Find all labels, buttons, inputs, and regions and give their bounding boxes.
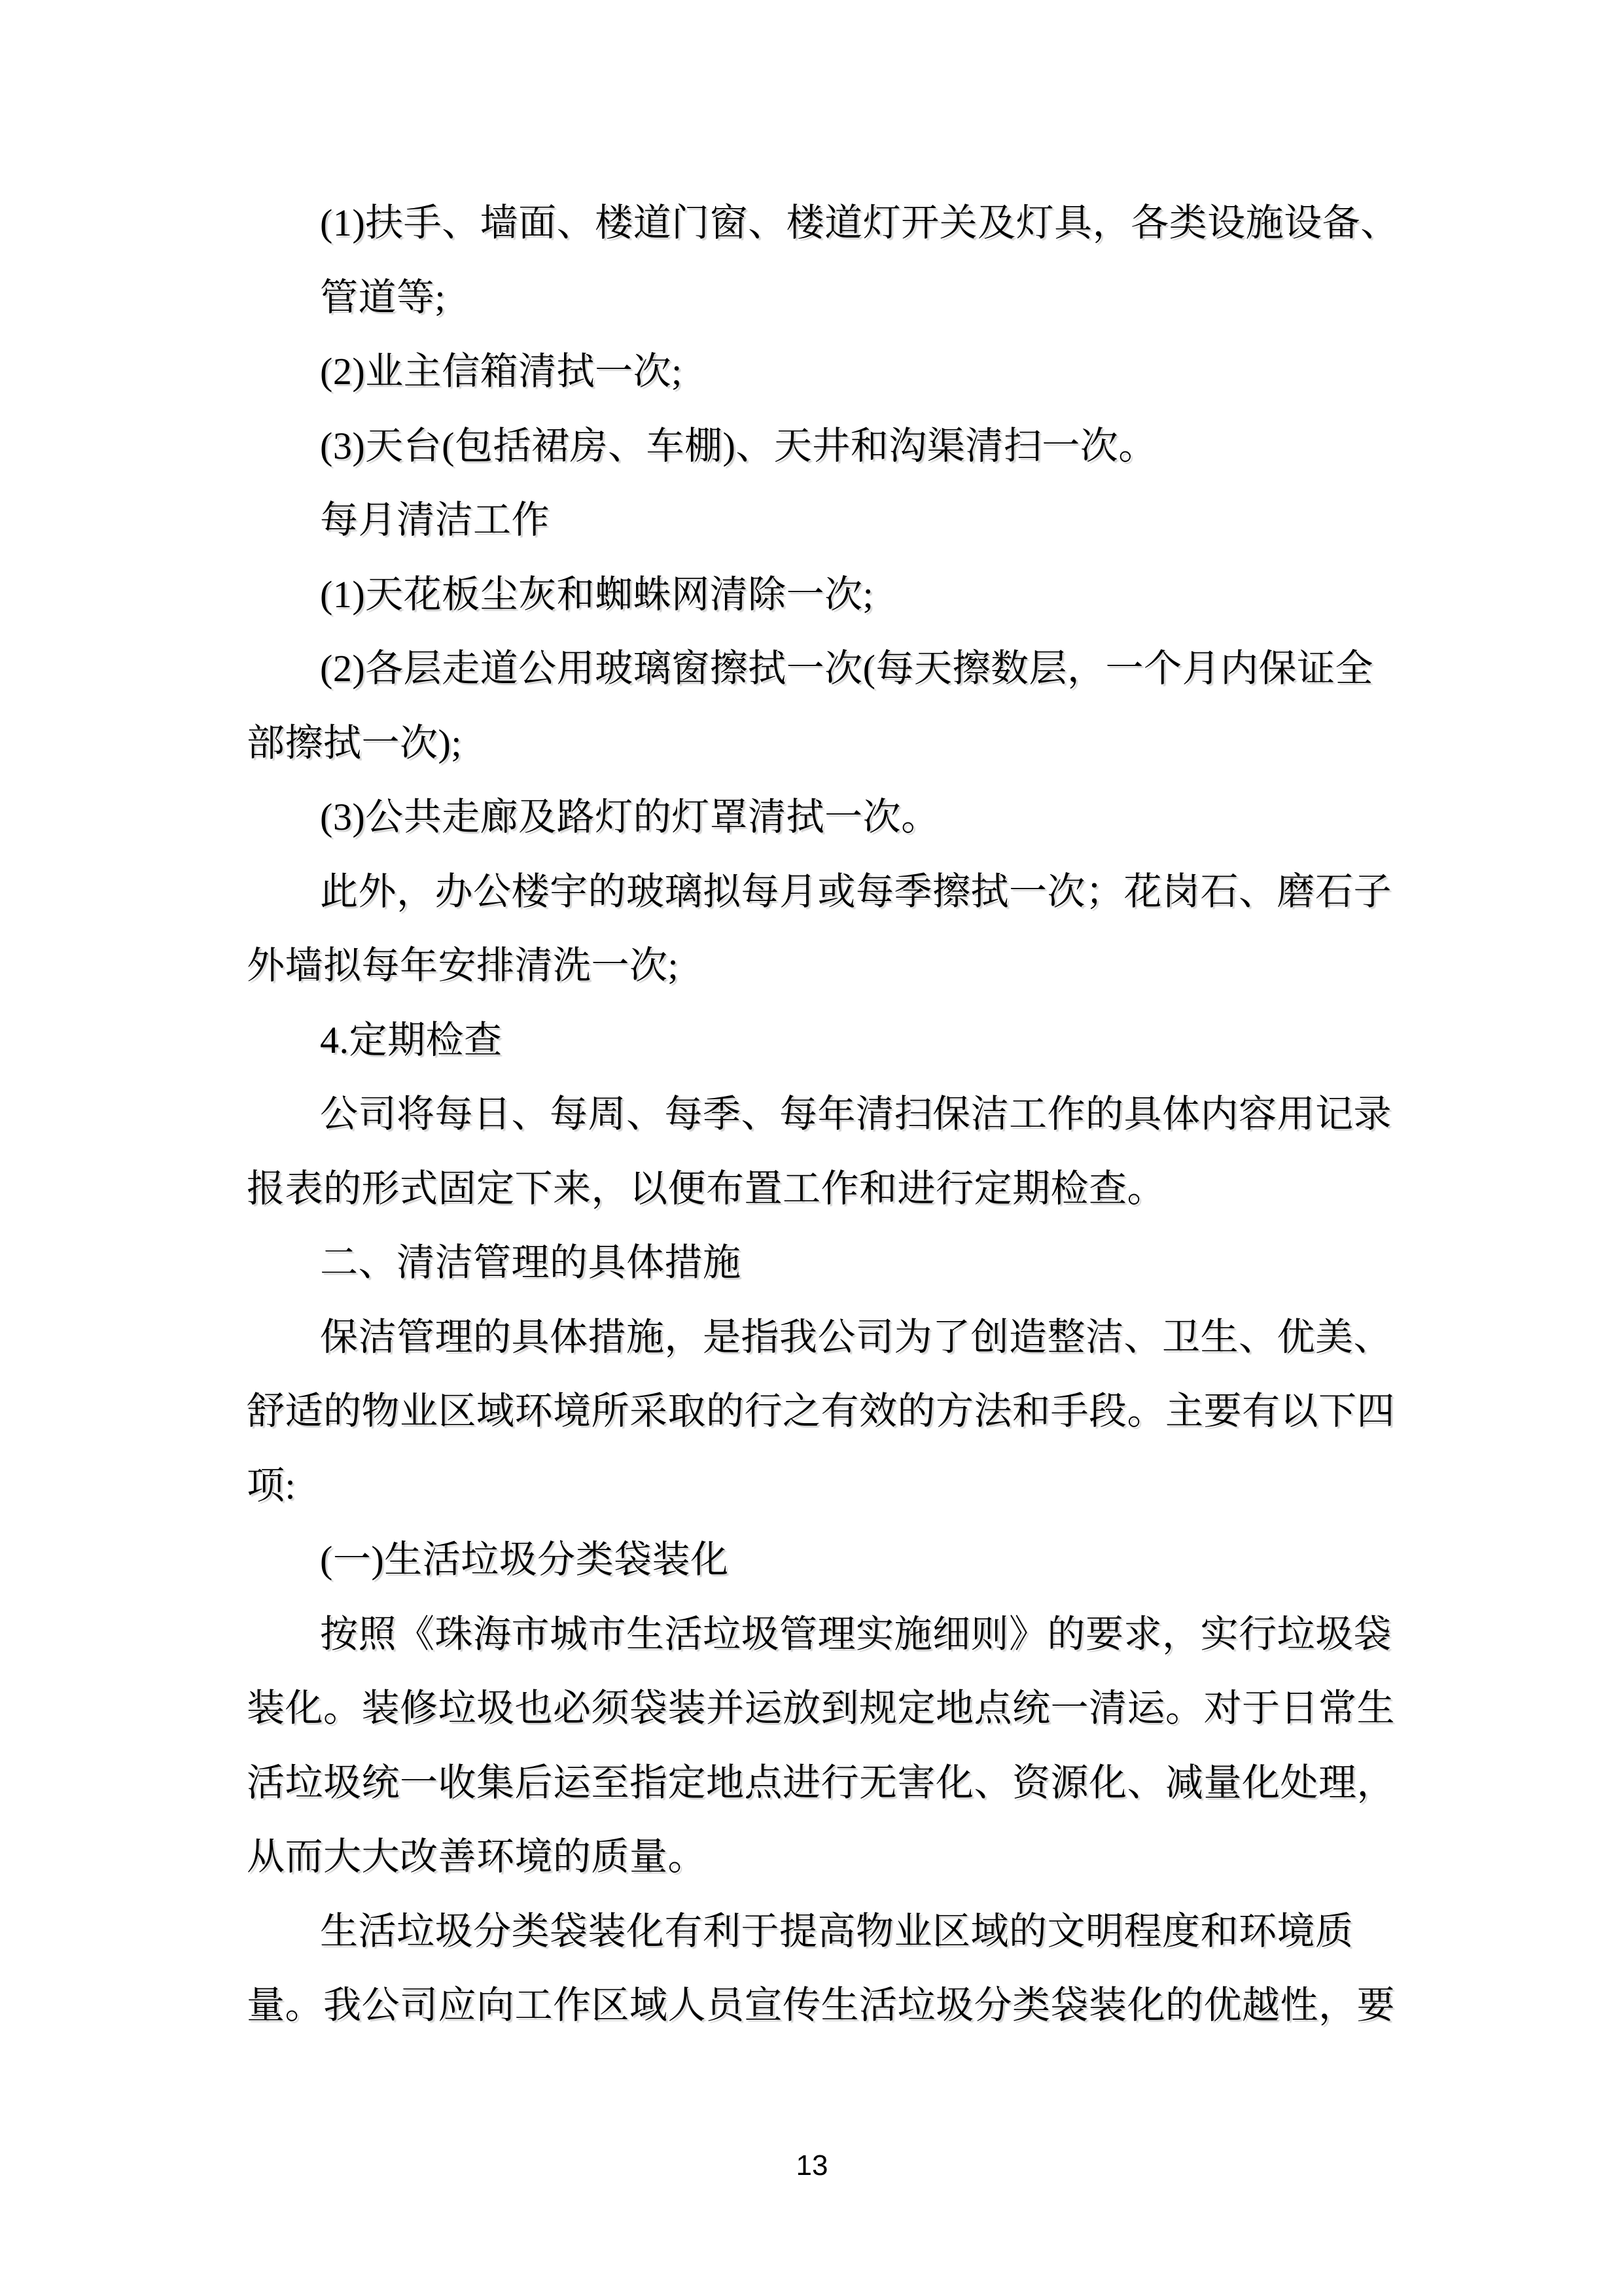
page-number: 13 [796, 2149, 828, 2181]
text-line: (1)扶手、墙面、楼道门窗、楼道灯开关及灯具，各类设施设备、 [320, 202, 1399, 244]
text-line: (1)天花板尘灰和蜘蛛网清除一次; [320, 573, 874, 616]
text-line: 公司将每日、每周、每季、每年清扫保洁工作的具体内容用记录 [320, 1093, 1392, 1135]
text-line: (2)各层走道公用玻璃窗擦拭一次(每天擦数层，一个月内保证全 [320, 647, 1373, 690]
text-line: 装化。装修垃圾也必须袋装并运放到规定地点统一清运。对于日常生 [247, 1687, 1396, 1729]
text-line: 每月清洁工作 [320, 499, 550, 541]
text-line: (3)公共走廊及路灯的灯罩清拭一次。 [320, 796, 940, 838]
text-line: 管道等; [320, 275, 446, 319]
text-line: (一)生活垃圾分类袋装化 [320, 1538, 729, 1581]
text-line: 量。我公司应向工作区域人员宣传生活垃圾分类袋装化的优越性，要 [247, 1984, 1396, 2026]
text-line: (3)天台(包括裙房、车棚)、天井和沟渠清扫一次。 [320, 424, 1157, 467]
text-line: 部擦拭一次); [247, 721, 462, 764]
document-body [247, 186, 1399, 2043]
text-line: 按照《珠海市城市生活垃圾管理实施细则》的要求，实行垃圾袋 [320, 1612, 1392, 1655]
text-line: 二、清洁管理的具体措施 [320, 1241, 741, 1284]
text-line: 舒适的物业区域环境所采取的行之有效的方法和手段。主要有以下四 [247, 1390, 1396, 1432]
text-line: 生活垃圾分类袋装化有利于提高物业区域的文明程度和环境质 [320, 1909, 1354, 1952]
text-line: 从而大大改善环境的质量。 [247, 1835, 707, 1878]
text-line: 此外，办公楼宇的玻璃拟每月或每季擦拭一次；花岗石、磨石子 [320, 870, 1392, 913]
text-line: 活垃圾统一收集后运至指定地点进行无害化、资源化、减量化处理， [247, 1761, 1396, 1804]
text-line: 报表的形式固定下来，以便布置工作和进行定期检查。 [247, 1167, 1166, 1210]
text-line: (2)业主信箱清拭一次; [320, 350, 682, 393]
text-line: 保洁管理的具体措施，是指我公司为了创造整洁、卫生、优美、 [320, 1315, 1392, 1358]
text-line: 4.定期检查 [320, 1018, 503, 1061]
text-line: 外墙拟每年安排清洗一次; [247, 944, 679, 987]
text-line: 项: [247, 1464, 296, 1507]
